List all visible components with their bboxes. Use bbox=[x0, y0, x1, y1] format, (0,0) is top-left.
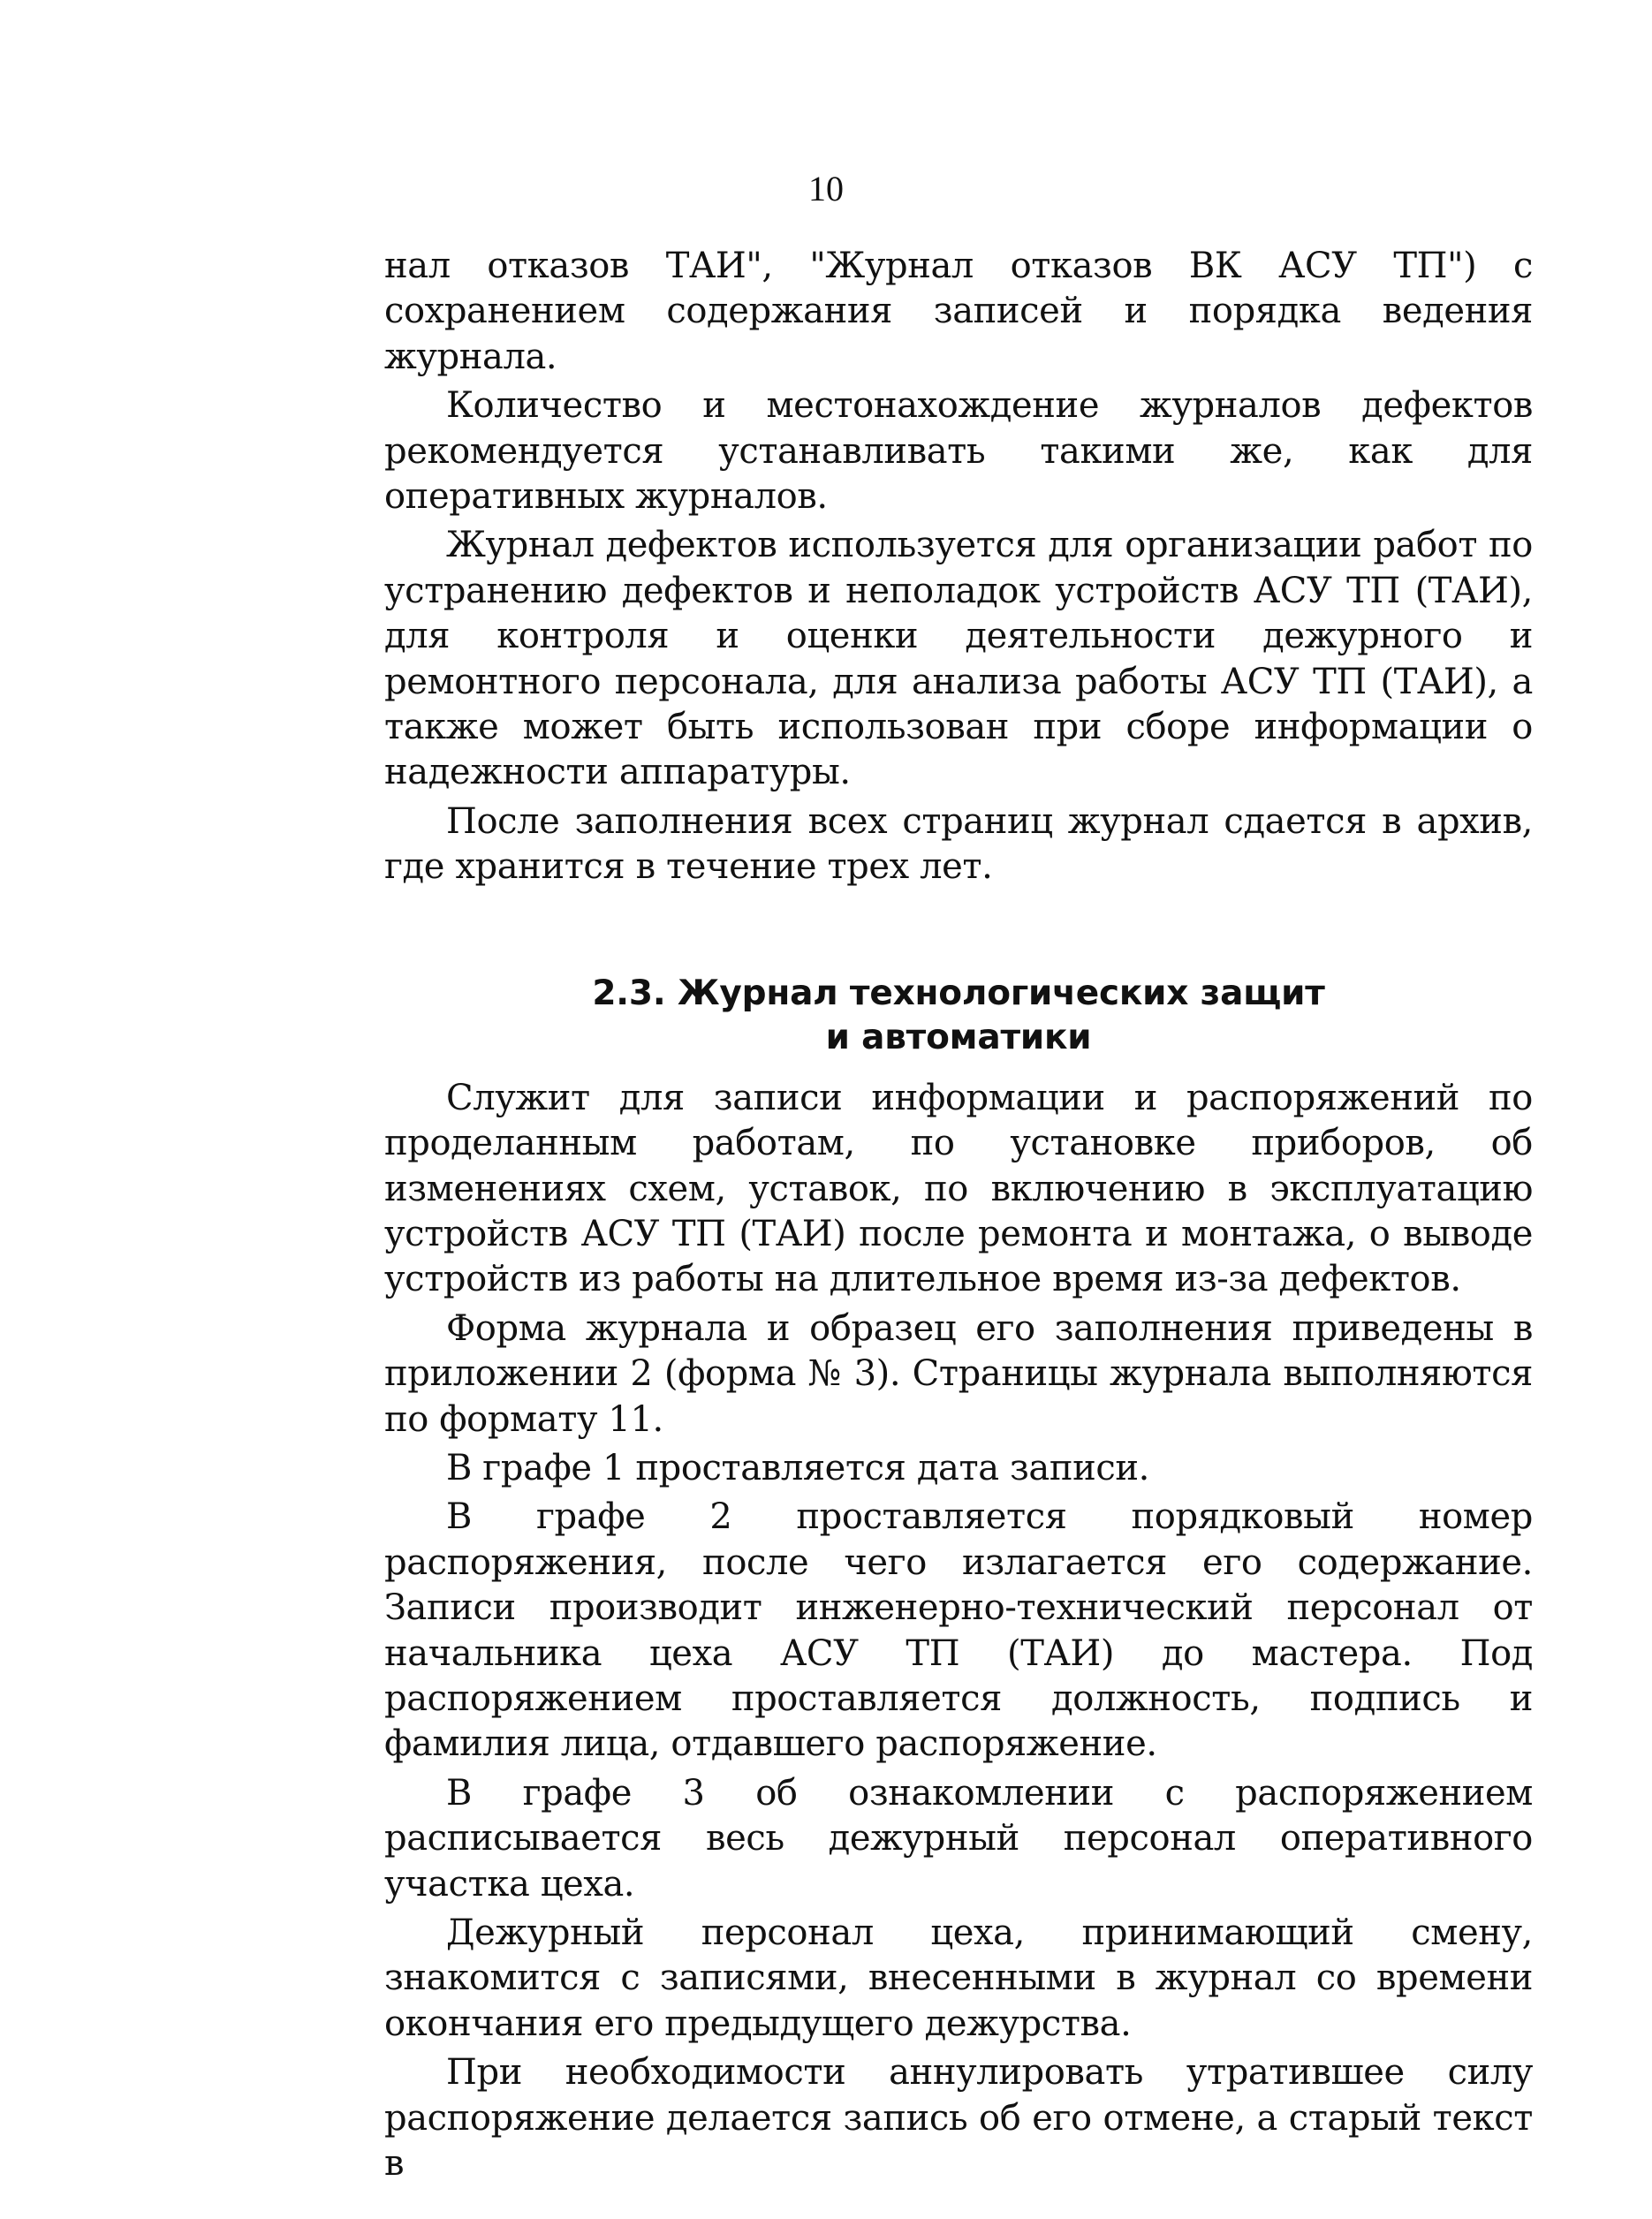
paragraph-column-2: В графе 2 проставляется порядковый номер распоряжения, после чего излагается его содержание. Записи производит инженерно-технический персонал от начальника цеха АСУ ТП (ТАИ) до мастера. Под распоряжением проставляется должность, подпись и фамилия лица, отдавшего распоряжение. bbox=[384, 1496, 1533, 1765]
paragraph-archive: После заполнения всех страниц журнал сдается в архив, где хранится в течение трех лет. bbox=[384, 800, 1533, 888]
page-number: 10 bbox=[808, 169, 844, 208]
paragraph-shift-personnel: Дежурный персонал цеха, принимающий смену, знакомится с записями, внесенными в журнал со времени окончания его предыдущего дежурства. bbox=[384, 1912, 1533, 2044]
paragraph-column-1: В графе 1 проставляется дата записи. bbox=[446, 1447, 1149, 1488]
section-heading-line-2: и автоматики bbox=[825, 1017, 1092, 1057]
section-heading bbox=[384, 972, 1533, 1060]
paragraph-continuation: нал отказов ТАИ", "Журнал отказов ВК АСУ ТП") с сохранением содержания записей и порядка ведения журнала. bbox=[384, 246, 1533, 377]
paragraph-column-3: В графе 3 об ознакомлении с распоряжением расписывается весь дежурный персонал оперативного участка цеха. bbox=[384, 1772, 1533, 1905]
paragraph-journal-form: Форма журнала и образец его заполнения приведены в приложении 2 (форма № 3). Страницы журнала выполняются по формату 11. bbox=[384, 1307, 1533, 1440]
page-body bbox=[384, 244, 1533, 2190]
section-heading-line-1: 2.3. Журнал технологических защит bbox=[592, 973, 1325, 1013]
paragraph-annulment: При необходимости аннулировать утратившее силу распоряжение делается запись об его отмене, а старый текст в bbox=[384, 2052, 1533, 2185]
paragraph-journal-purpose: Служит для записи информации и распоряжений по проделанным работам, по установке приборов, об изменениях схем, уставок, по включению в эксплуатацию устройств АСУ ТП (ТАИ) после ремонта и монтажа, о выводе устройств из работы на длительное время из-за дефектов. bbox=[384, 1077, 1533, 1300]
paragraph-defect-journal-purpose: Журнал дефектов используется для организации работ по устранению дефектов и неполадок устройств АСУ ТП (ТАИ), для контроля и оценки деятельности дежурного и ремонтного персонала, для анализа работы АСУ ТП (ТАИ), а также может быть использован при сборе информации о надежности аппаратуры. bbox=[384, 525, 1533, 793]
paragraph-defect-journal-count: Количество и местонахождение журналов дефектов рекомендуется устанавливать такими же, как для оперативных журналов. bbox=[384, 385, 1533, 518]
